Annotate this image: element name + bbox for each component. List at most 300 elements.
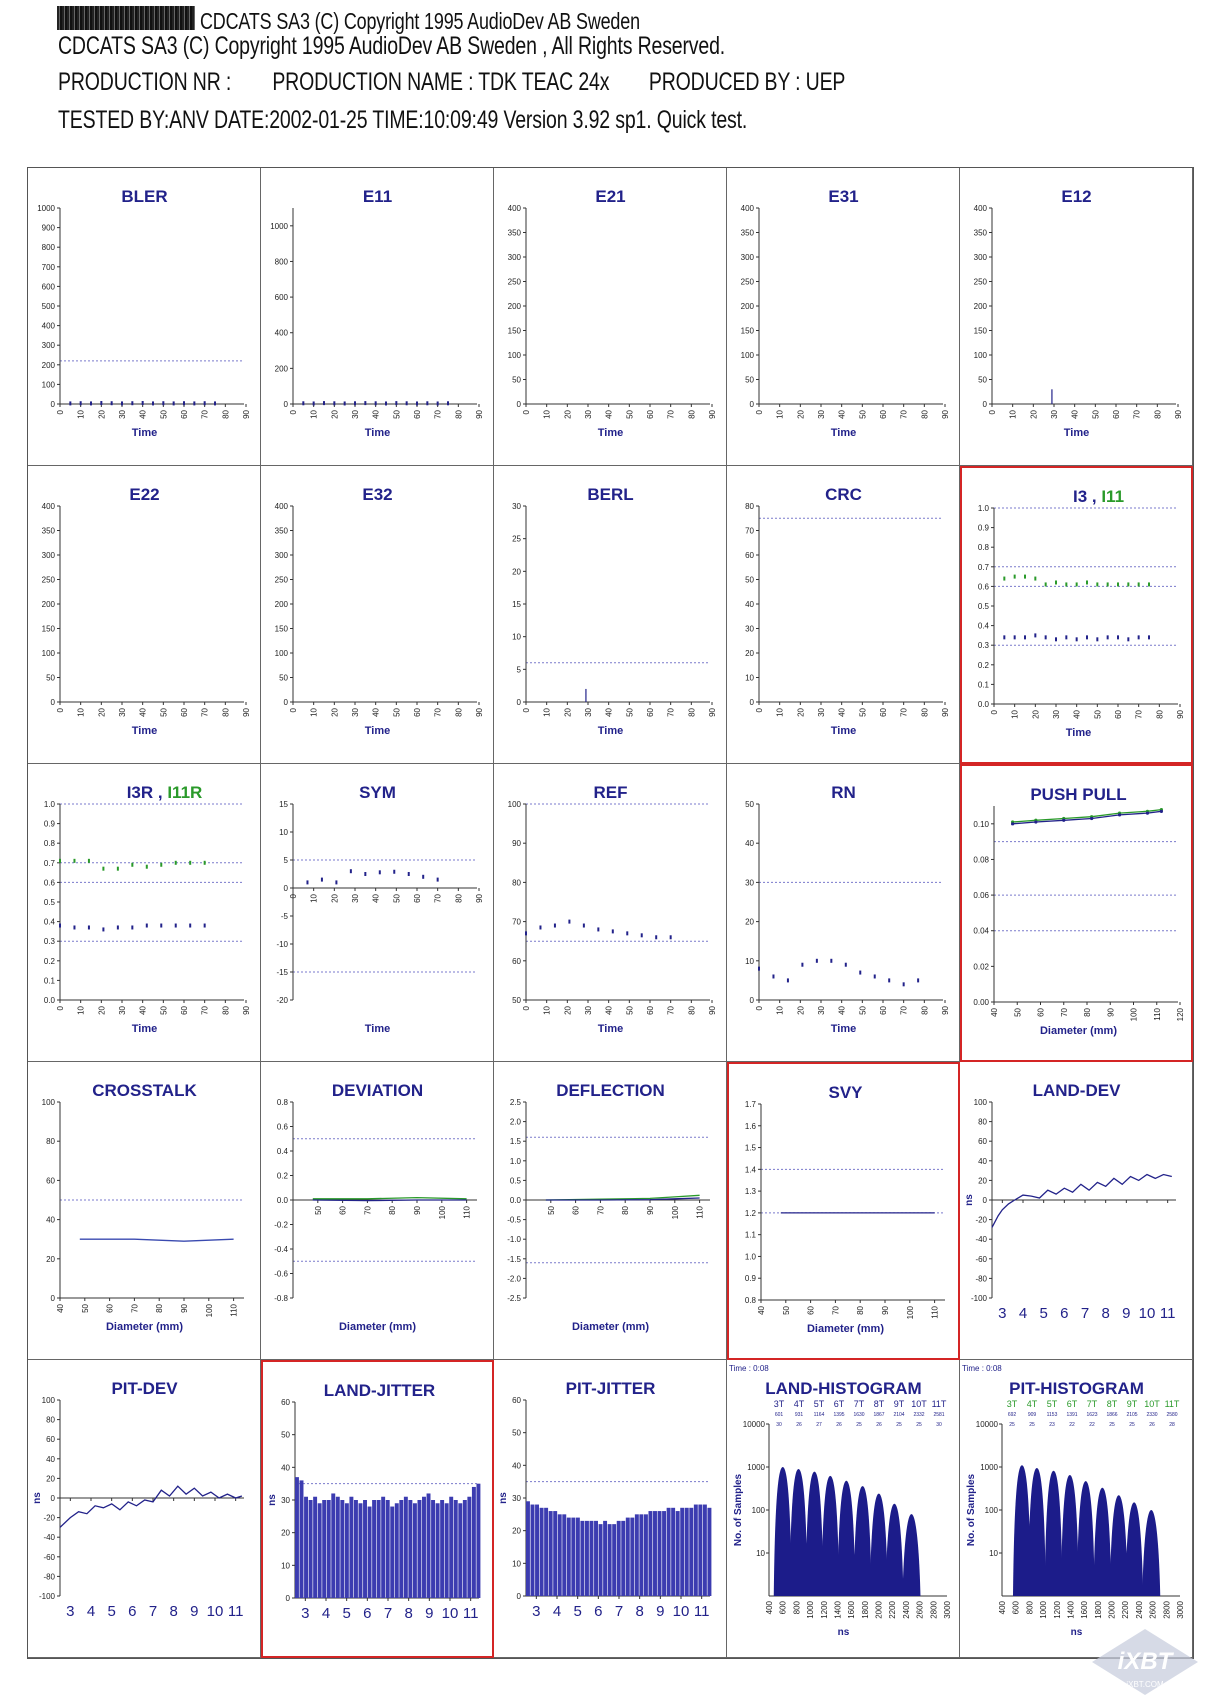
chart-title: E11 [362, 187, 393, 206]
y-tick-label: 100 [274, 649, 288, 658]
series-point [73, 925, 75, 929]
y-tick-label: 0 [283, 400, 288, 409]
series-point [102, 927, 104, 931]
series-point [447, 401, 449, 405]
y-tick-label: 250 [973, 277, 987, 287]
chart-crosstalk-svg [28, 1062, 261, 1360]
y-tick-label: 0 [50, 1494, 55, 1503]
jitter-bar [558, 1514, 562, 1596]
y-tick-label: 10 [279, 828, 288, 837]
x-tick-label: 90 [180, 1304, 189, 1313]
y-tick-label: 600 [274, 293, 288, 303]
y-axis-label: No. of Samples [733, 1473, 744, 1547]
y-tick-label: 500 [41, 302, 55, 311]
y-tick-label: 0 [749, 400, 754, 409]
y-tick-label: 400 [274, 502, 288, 511]
jitter-bar [295, 1477, 299, 1598]
x-tick-label: 11 [462, 1605, 479, 1622]
y-tick-label: 1.4 [744, 1165, 756, 1175]
x-tick-label: 30 [817, 1006, 826, 1015]
x-tick-label: 60 [1112, 410, 1121, 419]
chart-title: PIT-JITTER [565, 1379, 656, 1398]
y-tick-label: 25 [512, 534, 521, 544]
x-axis-label: Time [830, 1023, 857, 1035]
jitter-bar [386, 1500, 390, 1598]
jitter-bar [571, 1518, 575, 1596]
x-tick-label: 10 [76, 1006, 86, 1015]
series-point [323, 401, 325, 405]
series-point [59, 859, 61, 863]
y-tick-label: 700 [41, 262, 55, 272]
x-tick-label: 20 [563, 708, 573, 717]
jitter-bar [340, 1500, 344, 1598]
x-tick-label: 50 [858, 410, 868, 419]
y-tick-label: 0.2 [977, 660, 989, 670]
series-point [88, 925, 90, 929]
y-tick-label: 10 [281, 1561, 290, 1571]
x-tick-label: 60 [338, 1206, 348, 1215]
y-tick-label: 400 [973, 204, 987, 213]
chart-e11-svg [261, 168, 494, 466]
y-tick-label: -80 [975, 1274, 987, 1284]
x-tick-label: 40 [837, 708, 847, 717]
chart-title: LAND-JITTER [323, 1381, 436, 1400]
y-tick-label: 1.2 [744, 1208, 756, 1218]
chart-ref-svg [494, 764, 727, 1062]
series-point [175, 924, 177, 928]
chart-title: LAND-HISTOGRAM [765, 1379, 922, 1398]
series-line [80, 1239, 234, 1241]
chart-title: SYM [359, 783, 396, 802]
y-tick-label: 200 [507, 302, 521, 311]
x-tick-label: 20 [97, 708, 107, 717]
y-tick-label: 60 [978, 1137, 987, 1147]
y-tick-label: 50 [745, 575, 754, 585]
y-tick-label: 0.5 [977, 602, 989, 611]
x-tick-label: 40 [604, 410, 614, 419]
hist-legend-mean: 1623 [1086, 1412, 1098, 1418]
series-point [354, 401, 356, 405]
hist-legend-mean: 2580 [1166, 1412, 1178, 1418]
y-tick-label: 0.8 [43, 839, 55, 849]
y-tick-label: -60 [975, 1254, 987, 1264]
hist-legend-dev: 26 [796, 1422, 802, 1428]
series-point [321, 878, 323, 882]
chart-title-part: , [153, 783, 168, 802]
x-tick-label: 60 [180, 1006, 189, 1015]
hist-legend-label: 4T [1026, 1399, 1038, 1409]
series-point [641, 933, 643, 937]
y-tick-label: 900 [41, 223, 55, 233]
jitter-bar [703, 1505, 707, 1596]
jitter-bar [576, 1518, 580, 1596]
y-tick-label: 350 [973, 228, 987, 238]
x-tick-label: 70 [200, 1006, 210, 1015]
chart-title-part: I3R [126, 783, 154, 802]
chart-sym-svg [261, 764, 494, 1062]
hist-legend-dev: 28 [1169, 1422, 1175, 1428]
y-tick-label: 100 [507, 351, 521, 360]
y-tick-label: 0 [516, 1592, 521, 1601]
y-tick-label: 100 [973, 351, 987, 360]
x-tick-label: 10 [775, 708, 785, 717]
series-point [1076, 637, 1078, 641]
x-tick-label: 0 [56, 1006, 65, 1011]
series-point [406, 401, 408, 405]
x-tick-label: 1800 [860, 1601, 870, 1619]
x-tick-label: 600 [1011, 1601, 1021, 1615]
chart-deviation-svg [261, 1062, 494, 1360]
y-tick-label: 40 [281, 1463, 290, 1473]
series-point [1024, 635, 1026, 639]
x-tick-label: 20 [1031, 710, 1041, 719]
y-tick-label: 150 [274, 624, 288, 634]
y-tick-label: 100 [740, 351, 754, 360]
chart-e32-svg [261, 466, 494, 764]
x-tick-label: 90 [941, 1006, 950, 1015]
x-tick-label: 90 [242, 1006, 251, 1015]
jitter-bar [349, 1497, 353, 1598]
x-tick-label: 8 [404, 1605, 413, 1622]
hist-peak [885, 1504, 903, 1596]
x-tick-label: 40 [757, 1306, 766, 1315]
jitter-bar [644, 1514, 648, 1596]
series-point [903, 982, 905, 986]
chart-pitdev [28, 1360, 261, 1658]
chart-grid [27, 167, 1194, 1659]
hist-legend-mean: 2104 [893, 1412, 905, 1418]
series-point [102, 867, 104, 871]
y-tick-label: 0 [50, 698, 55, 707]
chart-berl-svg [494, 466, 727, 764]
y-tick-label: 0.0 [43, 996, 55, 1005]
header-production-line [58, 68, 845, 97]
series-point [859, 971, 861, 975]
jitter-bar [449, 1497, 453, 1598]
y-tick-label: 250 [740, 277, 754, 287]
series-point [1034, 633, 1036, 637]
y-tick-label: 100 [973, 1098, 987, 1107]
y-tick-label: -40 [975, 1235, 987, 1245]
y-tick-label: 15 [279, 800, 288, 809]
x-tick-label: 40 [371, 410, 381, 419]
series-point [160, 863, 162, 867]
x-tick-label: 20 [1029, 410, 1039, 419]
produced-by: PRODUCED BY : UEP [648, 68, 846, 96]
x-tick-label: 60 [879, 708, 888, 717]
series-point [189, 861, 191, 865]
x-tick-label: 2000 [1107, 1601, 1117, 1619]
chart-title-part: I11R [167, 783, 203, 802]
series-point [1003, 577, 1005, 581]
y-tick-label: 0.2 [276, 1171, 288, 1181]
chart-i3r-svg [28, 764, 261, 1062]
x-tick-label: 9 [1122, 1305, 1131, 1322]
chart-crosstalk [28, 1062, 261, 1360]
x-axis-label: Time [597, 725, 624, 737]
chart-title: BLER [121, 187, 168, 206]
x-tick-label: 120 [1176, 1008, 1185, 1022]
x-tick-label: 70 [666, 1006, 676, 1015]
x-tick-label: 20 [97, 1006, 107, 1015]
jitter-bar [377, 1500, 381, 1598]
series-point [333, 401, 335, 405]
series-point [162, 401, 164, 405]
y-tick-label: 150 [41, 624, 55, 634]
chart-title: E12 [1061, 187, 1092, 206]
y-tick-label: 0.0 [276, 1196, 288, 1205]
x-tick-label: 50 [159, 1006, 169, 1015]
jitter-bar [603, 1521, 607, 1596]
x-tick-label: 100 [905, 1306, 915, 1320]
y-tick-label: -20 [276, 996, 288, 1005]
x-tick-label: 30 [118, 1006, 127, 1015]
y-tick-label: -20 [975, 1215, 987, 1225]
y-tick-label: 10 [989, 1549, 998, 1558]
x-tick-label: 1200 [819, 1601, 829, 1619]
series-point [1096, 637, 1098, 641]
series-point [888, 978, 890, 982]
y-tick-label: 200 [274, 600, 288, 609]
x-tick-label: 30 [351, 894, 360, 903]
series-point [175, 861, 177, 865]
x-tick-label: 3 [532, 1603, 541, 1620]
jitter-bar [580, 1521, 584, 1596]
y-tick-label: 300 [274, 551, 288, 560]
y-tick-label: 200 [274, 364, 288, 374]
chart-title-part: I3 [1072, 487, 1088, 506]
hist-peak [821, 1476, 839, 1596]
x-tick-label: 5 [107, 1603, 116, 1620]
chart-pitjitter [494, 1360, 727, 1658]
chart-svy-svg [729, 1064, 962, 1362]
x-tick-label: 80 [221, 708, 231, 717]
x-tick-label: 50 [392, 894, 402, 903]
header-tested-line: TESTED BY:ANV DATE:2002-01-25 TIME:10:09:49 Version 3.92 sp1. Quick test. [58, 106, 748, 134]
y-tick-label: -10 [276, 940, 288, 949]
y-tick-label: 60 [512, 1396, 521, 1405]
jitter-bar [404, 1497, 408, 1598]
y-tick-label: 20 [745, 649, 754, 658]
x-tick-label: 70 [1059, 1008, 1069, 1017]
hist-legend-label: 4T [793, 1399, 805, 1409]
series-point [306, 880, 308, 884]
y-tick-label: 0.9 [43, 819, 55, 829]
series-point [1127, 637, 1129, 641]
x-tick-label: 6 [128, 1603, 137, 1620]
x-tick-label: 10 [1138, 1305, 1156, 1322]
x-tick-label: 20 [796, 708, 806, 717]
x-tick-label: 70 [666, 410, 676, 419]
jitter-bar [590, 1521, 594, 1596]
series-point [1096, 582, 1098, 586]
x-tick-label: 30 [118, 708, 127, 717]
y-tick-label: 400 [41, 321, 55, 331]
hist-legend-mean: 1153 [1046, 1412, 1058, 1418]
x-tick-label: 70 [433, 708, 443, 717]
x-tick-label: 50 [80, 1304, 90, 1313]
x-tick-label: 4 [1018, 1305, 1028, 1322]
x-tick-label: 30 [351, 708, 360, 717]
y-tick-label: 10 [512, 632, 521, 642]
hist-legend-label: 9T [893, 1399, 905, 1409]
jitter-bar [685, 1508, 689, 1596]
x-tick-label: 1000 [806, 1601, 816, 1619]
series-point [1086, 580, 1088, 584]
x-tick-label: 40 [138, 410, 148, 419]
y-tick-label: 50 [46, 673, 55, 683]
jitter-bar [467, 1497, 471, 1598]
y-tick-label: 150 [740, 326, 754, 336]
x-tick-label: 0 [56, 410, 65, 415]
x-axis-label: Time [830, 725, 857, 737]
y-tick-label: 0.1 [43, 976, 55, 986]
production-name: PRODUCTION NAME : TDK TEAC 24x [272, 68, 610, 96]
x-tick-label: 30 [584, 708, 593, 717]
series-point [1055, 637, 1057, 641]
jitter-bar [567, 1518, 571, 1596]
chart-pithist-svg [960, 1360, 1193, 1658]
jitter-bar [436, 1503, 440, 1598]
series-point [173, 401, 175, 405]
x-tick-label: 800 [792, 1601, 802, 1615]
chart-title: PIT-DEV [111, 1379, 178, 1398]
hist-legend-dev: 22 [1089, 1422, 1095, 1428]
hist-legend-mean: 2105 [1126, 1412, 1138, 1418]
x-tick-label: 50 [546, 1206, 556, 1215]
chart-bler-svg [28, 168, 261, 466]
production-nr: PRODUCTION NR : [58, 68, 232, 96]
jitter-bar [309, 1500, 313, 1598]
series-point [816, 959, 818, 963]
jitter-bar [304, 1497, 308, 1598]
jitter-bar [399, 1500, 403, 1598]
x-tick-label: 2200 [888, 1601, 898, 1619]
y-tick-label: 100 [41, 1098, 55, 1107]
x-tick-label: 40 [1070, 410, 1080, 419]
y-tick-label: 80 [512, 878, 521, 888]
y-tick-label: 50 [279, 673, 288, 683]
y-tick-label: -2.0 [507, 1274, 521, 1284]
x-tick-label: 70 [1132, 410, 1142, 419]
y-tick-label: 50 [512, 375, 521, 385]
x-axis-label: Diameter (mm) [105, 1321, 184, 1333]
series-point [80, 401, 82, 405]
x-axis-label: Time [597, 427, 624, 439]
x-axis-label: Time [131, 725, 158, 737]
jitter-bar [540, 1508, 544, 1596]
series-point [655, 935, 657, 939]
x-tick-label: 60 [646, 1006, 655, 1015]
x-axis-label: Time [364, 427, 391, 439]
x-tick-label: 400 [998, 1601, 1007, 1615]
y-tick-label: 20 [46, 1254, 55, 1264]
hist-peak [1110, 1495, 1128, 1596]
x-tick-label: 30 [1050, 410, 1059, 419]
chart-landhist [727, 1360, 960, 1658]
y-tick-label: 0.0 [977, 700, 989, 709]
series-point [302, 401, 304, 405]
x-tick-label: 11 [227, 1603, 244, 1620]
x-tick-label: 10 [775, 410, 785, 419]
x-axis-label: Diameter (mm) [1039, 1025, 1118, 1037]
x-tick-label: 60 [413, 894, 422, 903]
x-tick-label: 70 [666, 708, 676, 717]
x-tick-label: 80 [1083, 1008, 1092, 1017]
x-tick-label: 5 [342, 1605, 351, 1622]
series-line [313, 1198, 467, 1199]
series-line [992, 1175, 1172, 1228]
y-tick-label: -5 [280, 912, 288, 921]
y-tick-label: 250 [507, 277, 521, 287]
y-tick-label: 300 [41, 341, 55, 351]
series-point [131, 925, 133, 929]
chart-title: E32 [362, 485, 393, 504]
hist-legend-mean: 1630 [853, 1412, 865, 1418]
x-tick-label: 80 [388, 1206, 398, 1215]
x-tick-label: 2600 [1148, 1601, 1158, 1619]
x-tick-label: 50 [1091, 410, 1101, 419]
x-tick-label: 100 [437, 1206, 447, 1220]
series-point [1014, 635, 1016, 639]
series-point [183, 401, 185, 405]
y-tick-label: 1.7 [744, 1100, 756, 1109]
jitter-bar [662, 1511, 666, 1596]
x-tick-label: 6 [594, 1603, 603, 1620]
x-axis-label: Diameter (mm) [806, 1323, 885, 1335]
chart-e31-svg [727, 168, 960, 466]
y-axis-label: ns [964, 1194, 975, 1206]
series-point [1146, 812, 1149, 815]
jitter-bar [621, 1521, 625, 1596]
y-tick-label: 0.4 [43, 917, 55, 927]
hist-peak [1045, 1471, 1063, 1596]
y-tick-label: 60 [46, 1435, 55, 1445]
hist-peak [1125, 1502, 1143, 1596]
series-point [568, 920, 570, 924]
hist-legend-mean: 1395 [833, 1412, 845, 1418]
chart-pushpull-svg [962, 766, 1195, 1064]
jitter-bar [476, 1484, 480, 1598]
series-point [214, 401, 216, 405]
x-tick-label: 60 [879, 1006, 888, 1015]
hist-legend-label: 5T [813, 1399, 825, 1409]
hist-legend-dev: 25 [1029, 1422, 1035, 1428]
x-tick-label: 30 [584, 410, 593, 419]
series-point [117, 925, 119, 929]
series-point [1014, 575, 1016, 579]
series-point [393, 870, 395, 874]
y-tick-label: 400 [507, 204, 521, 213]
y-tick-label: 0.0 [509, 1196, 521, 1205]
x-tick-label: 70 [899, 1006, 909, 1015]
series-point [670, 935, 672, 939]
hist-legend-dev: 23 [1049, 1422, 1055, 1428]
x-tick-label: 90 [1106, 1008, 1116, 1017]
x-tick-label: 90 [1174, 410, 1183, 419]
x-tick-label: 11 [1159, 1305, 1176, 1322]
chart-title [127, 783, 203, 802]
x-tick-label: 80 [155, 1304, 165, 1313]
series-point [1003, 635, 1005, 639]
x-tick-label: 90 [242, 410, 251, 419]
jitter-bar [676, 1511, 680, 1596]
chart-title: PIT-HISTOGRAM [1009, 1379, 1144, 1398]
chart-crc-svg [727, 466, 960, 764]
y-tick-label: 20 [512, 1526, 521, 1536]
series-point [437, 878, 439, 882]
y-tick-label: 200 [740, 302, 754, 311]
